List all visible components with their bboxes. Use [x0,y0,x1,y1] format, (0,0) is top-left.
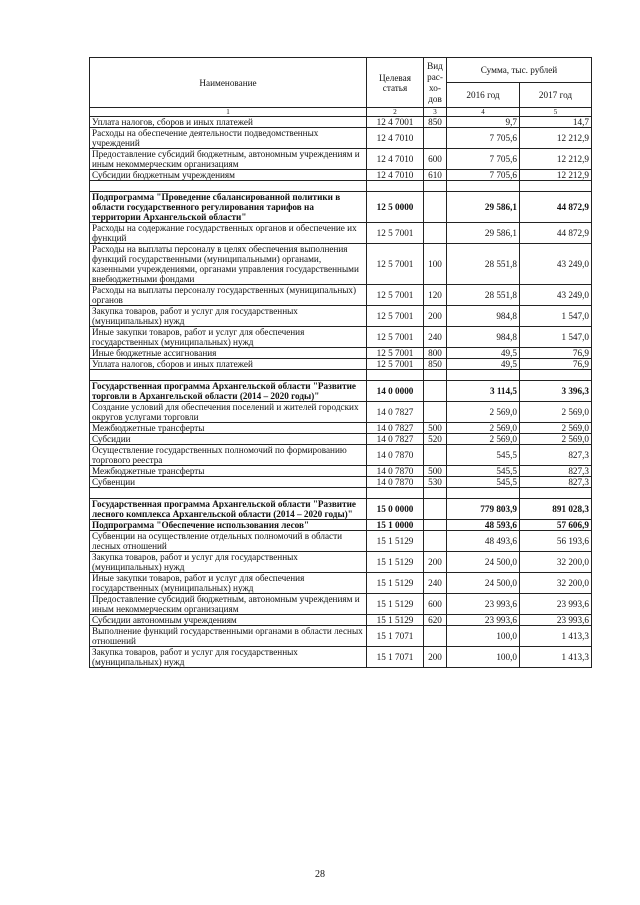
row-name: Осуществление государственных полномочий по формированию торгового реестра [90,445,367,466]
row-code: 15 0 0000 [367,499,424,520]
row-2016: 48 593,6 [447,520,520,531]
program-row [90,499,592,520]
row-2016: 7 705,6 [447,149,520,170]
row-code: 12 5 7001 [367,285,424,306]
table-row [90,445,592,466]
col-num-2: 2 [367,108,424,117]
header-sum: Сумма, тыс. рублей [447,58,592,83]
table-row [90,531,592,552]
spacer-cell [90,370,367,381]
row-name: Иные закупки товаров, работ и услуг для обеспечения государственных (муниципальных) нужд [90,573,367,594]
header-kind-1: Вид [427,60,443,71]
row-2017: 1 413,3 [520,626,592,647]
row-2016: 28 551,8 [447,285,520,306]
table-row [90,170,592,181]
row-2017: 32 200,0 [520,573,592,594]
row-code: 12 4 7010 [367,170,424,181]
program-row [90,381,592,402]
spacer-cell [90,181,367,192]
row-2016: 49,5 [447,348,520,359]
row-2017: 2 569,0 [520,402,592,423]
row-name: Государственная программа Архангельской области "Развитие лесного комплекса Архангельской области (2014 – 2020 годы)" [90,499,367,520]
row-2017: 1 547,0 [520,306,592,327]
row-code: 14 0 0000 [367,381,424,402]
row-2016: 545,5 [447,477,520,488]
row-2017: 43 249,0 [520,244,592,285]
row-2017: 43 249,0 [520,285,592,306]
row-2016: 984,8 [447,306,520,327]
row-2017: 56 193,6 [520,531,592,552]
col-num-5: 5 [520,108,592,117]
row-code: 12 5 7001 [367,244,424,285]
row-expense-type: 240 [424,327,447,348]
row-2016: 24 500,0 [447,573,520,594]
row-expense-type: 850 [424,117,447,128]
col-num-1: 1 [90,108,367,117]
row-code: 14 0 7870 [367,466,424,477]
table-row [90,626,592,647]
row-expense-type [424,499,447,520]
row-2016: 545,5 [447,466,520,477]
row-name: Закупка товаров, работ и услуг для государственных (муниципальных) нужд [90,306,367,327]
row-code: 15 1 5129 [367,552,424,573]
row-2017: 12 212,9 [520,149,592,170]
row-code: 14 0 7827 [367,434,424,445]
row-name: Подпрограмма "Обеспечение использования лесов" [90,520,367,531]
row-expense-type: 800 [424,348,447,359]
row-code: 15 1 7071 [367,647,424,668]
spacer-cell [447,181,520,192]
spacer-cell [367,370,424,381]
spacer-cell [424,181,447,192]
table-row [90,552,592,573]
row-2017: 3 396,3 [520,381,592,402]
header-kind-2: рас- [427,71,443,82]
row-2017: 76,9 [520,359,592,370]
row-code: 12 5 7001 [367,359,424,370]
spacer-row [90,488,592,499]
col-num-3: 3 [424,108,447,117]
row-name: Предоставление субсидий бюджетным, автономным учреждениям и иным некоммерческим организациям [90,594,367,615]
row-name: Субсидии бюджетным учреждениям [90,170,367,181]
row-code: 12 5 7001 [367,327,424,348]
row-code: 15 1 5129 [367,573,424,594]
row-2016: 984,8 [447,327,520,348]
row-expense-type: 100 [424,244,447,285]
row-2017: 827,3 [520,445,592,466]
row-expense-type: 500 [424,466,447,477]
col-num-4: 4 [447,108,520,117]
row-2017: 12 212,9 [520,170,592,181]
row-expense-type: 520 [424,434,447,445]
header-name: Наименование [90,58,367,108]
row-expense-type [424,626,447,647]
row-2016: 23 993,6 [447,594,520,615]
row-name: Иные закупки товаров, работ и услуг для обеспечения государственных (муниципальных) нужд [90,327,367,348]
row-code: 14 0 7870 [367,445,424,466]
row-code: 15 1 5129 [367,615,424,626]
spacer-row [90,181,592,192]
row-code: 12 5 7001 [367,348,424,359]
program-row [90,192,592,223]
row-expense-type [424,531,447,552]
row-2017: 57 606,9 [520,520,592,531]
table-row [90,327,592,348]
row-name: Расходы на обеспечение деятельности подведомственных учреждений [90,128,367,149]
row-2016: 779 803,9 [447,499,520,520]
row-2016: 100,0 [447,626,520,647]
row-expense-type [424,520,447,531]
row-name: Межбюджетные трансферты [90,423,367,434]
table-row [90,348,592,359]
row-2017: 827,3 [520,466,592,477]
row-expense-type: 120 [424,285,447,306]
row-expense-type [424,223,447,244]
header-2017: 2017 год [520,83,592,108]
row-2017: 2 569,0 [520,434,592,445]
header-kind-3: хо- [429,82,441,93]
table-row [90,359,592,370]
row-name: Расходы на выплаты персоналу государственных (муниципальных) органов [90,285,367,306]
row-code: 12 5 7001 [367,306,424,327]
row-expense-type: 600 [424,594,447,615]
spacer-cell [447,488,520,499]
spacer-cell [367,181,424,192]
row-name: Иные бюджетные ассигнования [90,348,367,359]
row-code: 15 1 5129 [367,594,424,615]
spacer-row [90,370,592,381]
row-code: 14 0 7827 [367,423,424,434]
row-expense-type: 200 [424,306,447,327]
table-body [90,117,592,668]
row-name: Государственная программа Архангельской области "Развитие торговли в Архангельской области (2014 – 2020 годы)" [90,381,367,402]
spacer-cell [90,488,367,499]
table-row [90,285,592,306]
table-row [90,306,592,327]
table-row [90,647,592,668]
row-name: Подпрограмма "Проведение сбалансированной политики в области государственного регулирования тарифов на территории Архангельской области" [90,192,367,223]
row-expense-type: 500 [424,423,447,434]
row-2017: 1 413,3 [520,647,592,668]
row-expense-type: 240 [424,573,447,594]
row-2016: 545,5 [447,445,520,466]
row-expense-type: 620 [424,615,447,626]
row-code: 12 4 7010 [367,149,424,170]
row-code: 12 5 0000 [367,192,424,223]
table-row [90,128,592,149]
row-code: 12 4 7010 [367,128,424,149]
row-2016: 2 569,0 [447,402,520,423]
row-name: Выполнение функций государственными органами в области лесных отношений [90,626,367,647]
row-2016: 23 993,6 [447,615,520,626]
spacer-cell [367,488,424,499]
row-name: Субвенции на осуществление отдельных полномочий в области лесных отношений [90,531,367,552]
header-kind-4: дов [428,93,442,104]
row-name: Субсидии [90,434,367,445]
row-expense-type [424,192,447,223]
row-2017: 1 547,0 [520,327,592,348]
row-2016: 100,0 [447,647,520,668]
row-2017: 23 993,6 [520,594,592,615]
spacer-cell [447,370,520,381]
table-row [90,477,592,488]
row-code: 12 4 7001 [367,117,424,128]
row-name: Расходы на выплаты персоналу в целях обеспечения выполнения функций государственными (муниципальными) органами, казенными учреждениями, органами управления государственными внебюджетными фондами [90,244,367,285]
row-2016: 29 586,1 [447,223,520,244]
row-2017: 44 872,9 [520,192,592,223]
table-row [90,423,592,434]
table-row [90,434,592,445]
row-2016: 3 114,5 [447,381,520,402]
spacer-cell [520,370,592,381]
row-2016: 24 500,0 [447,552,520,573]
row-2016: 49,5 [447,359,520,370]
table-row [90,244,592,285]
row-2017: 2 569,0 [520,423,592,434]
row-name: Уплата налогов, сборов и иных платежей [90,117,367,128]
row-2017: 23 993,6 [520,615,592,626]
row-name: Субвенции [90,477,367,488]
table-row [90,594,592,615]
row-2017: 12 212,9 [520,128,592,149]
page-number: 28 [315,869,325,880]
row-code: 15 1 5129 [367,531,424,552]
table-row [90,149,592,170]
row-expense-type [424,402,447,423]
table-row [90,402,592,423]
row-code: 15 1 0000 [367,520,424,531]
row-2017: 44 872,9 [520,223,592,244]
table-row [90,615,592,626]
row-2016: 48 493,6 [447,531,520,552]
row-2017: 14,7 [520,117,592,128]
row-expense-type: 200 [424,647,447,668]
table-row [90,223,592,244]
row-code: 14 0 7827 [367,402,424,423]
row-2016: 28 551,8 [447,244,520,285]
row-name: Уплата налогов, сборов и иных платежей [90,359,367,370]
spacer-cell [520,181,592,192]
row-2017: 891 028,3 [520,499,592,520]
spacer-cell [424,488,447,499]
row-2017: 76,9 [520,348,592,359]
header-article: Целевая статья [367,58,424,108]
spacer-cell [520,488,592,499]
row-2016: 7 705,6 [447,128,520,149]
row-expense-type: 530 [424,477,447,488]
row-name: Закупка товаров, работ и услуг для государственных (муниципальных) нужд [90,647,367,668]
row-expense-type [424,128,447,149]
row-2016: 29 586,1 [447,192,520,223]
row-2016: 2 569,0 [447,423,520,434]
row-2017: 827,3 [520,477,592,488]
row-expense-type: 600 [424,149,447,170]
header-row [90,58,592,83]
row-code: 14 0 7870 [367,477,424,488]
row-expense-type [424,445,447,466]
budget-table [89,57,592,668]
row-expense-type: 850 [424,359,447,370]
row-name: Предоставление субсидий бюджетным, автономным учреждениям и иным некоммерческим организациям [90,149,367,170]
row-code: 15 1 7071 [367,626,424,647]
row-name: Субсидии автономным учреждениям [90,615,367,626]
header-2016: 2016 год [447,83,520,108]
program-row [90,520,592,531]
row-expense-type [424,381,447,402]
row-code: 12 5 7001 [367,223,424,244]
row-2016: 2 569,0 [447,434,520,445]
row-expense-type: 200 [424,552,447,573]
row-2016: 7 705,6 [447,170,520,181]
row-name: Создание условий для обеспечения поселений и жителей городских округов услугами торговли [90,402,367,423]
column-numbers-row [90,108,592,117]
row-name: Закупка товаров, работ и услуг для государственных (муниципальных) нужд [90,552,367,573]
table-row [90,466,592,477]
row-expense-type: 610 [424,170,447,181]
row-2016: 9,7 [447,117,520,128]
header-kind [424,58,447,108]
row-name: Расходы на содержание государственных органов и обеспечение их функций [90,223,367,244]
table-row [90,117,592,128]
row-2017: 32 200,0 [520,552,592,573]
spacer-cell [424,370,447,381]
table-row [90,573,592,594]
row-name: Межбюджетные трансферты [90,466,367,477]
